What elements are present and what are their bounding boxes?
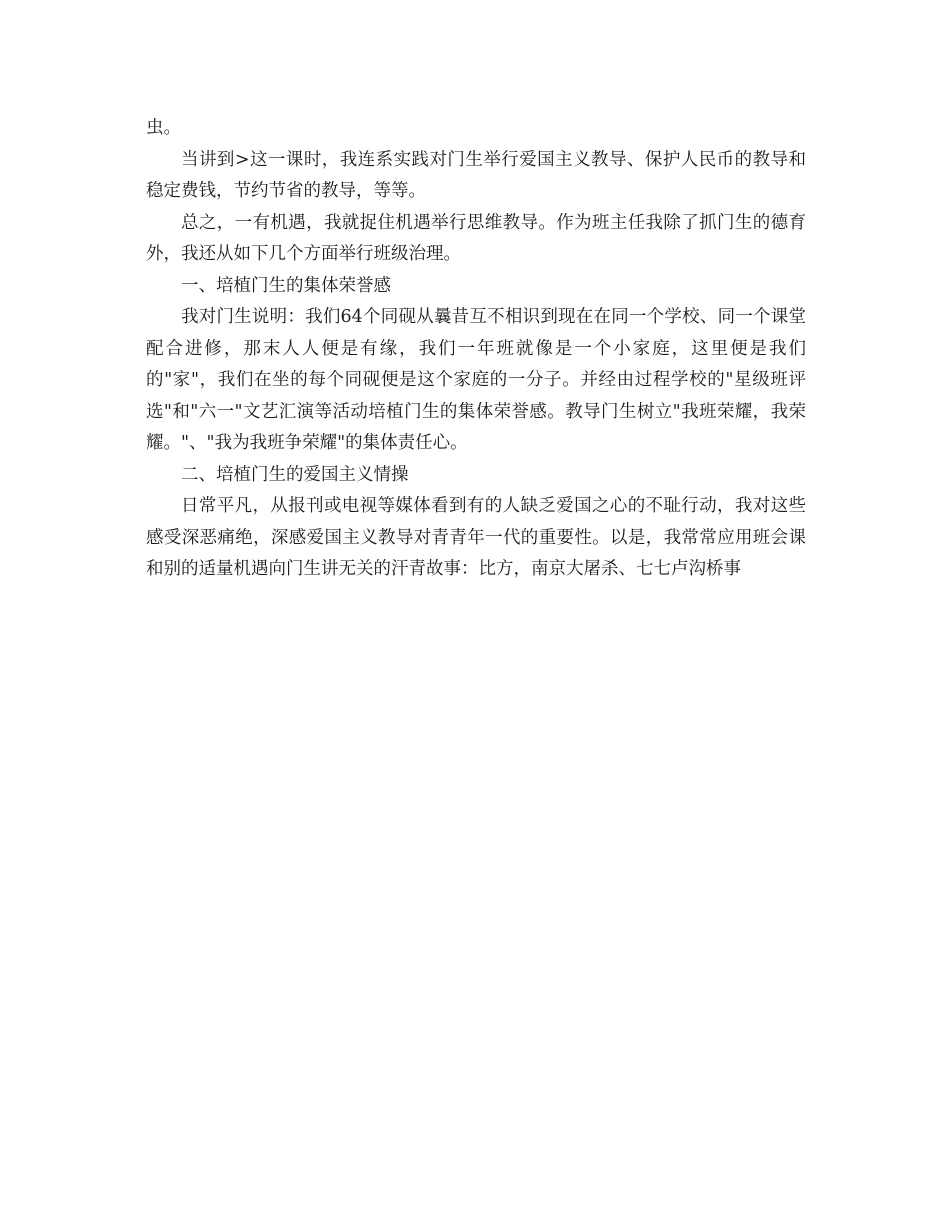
section-heading-patriotism: 二、培植门生的爱国主义情操 bbox=[181, 464, 409, 485]
paragraph-lesson-teaching: 当讲到>这一课时，我连系实践对门生举行爱国主义教导、保护人民币的教导和稳定费钱，节约节省的教导，等等。 bbox=[146, 149, 806, 201]
paragraph-continuation: 虫。 bbox=[146, 118, 181, 138]
paragraph-summary: 总之，一有机遇，我就捉住机遇举行思维教导。作为班主任我除了抓门生的德育外，我还从如下几个方面举行班级治理。 bbox=[146, 212, 806, 264]
paragraph-patriotism: 日常平凡，从报刊或电视等媒体看到有的人缺乏爱国之心的不耻行动，我对这些感受深恶痛绝，深感爱国主义教导对青青年一代的重要性。以是，我常常应用班会课和别的适量机遇向门生讲无关的汗青故事：比方，南京大屠杀、七七卢沟桥事 bbox=[146, 496, 806, 579]
document-page bbox=[146, 113, 806, 586]
paragraph-collective-honor: 我对门生说明：我们64个同砚从曩昔互不相识到现在在同一个学校、同一个课堂配合进修，那末人人便是有缘，我们一年班就像是一个小家庭，这里便是我们的"家"，我们在坐的每个同砚便是这个家庭的一分子。并经由过程学校的"星级班评选"和"六一"文艺汇演等活动培植门生的集体荣誉感。教导门生树立"我班荣耀，我荣耀。"、"我为我班争荣耀"的集体责任心。 bbox=[146, 307, 806, 453]
section-heading-collective-honor: 一、培植门生的集体荣誉感 bbox=[181, 275, 391, 296]
